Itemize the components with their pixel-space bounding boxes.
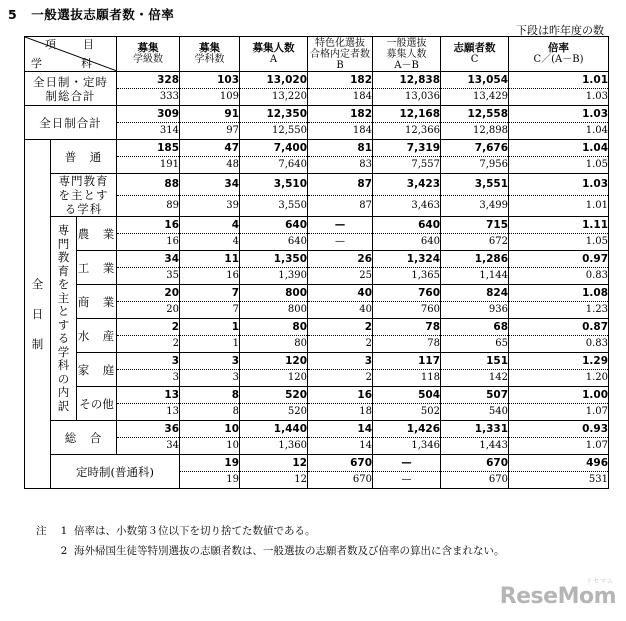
table-cell: 7,319 [373, 140, 441, 157]
table-cell: 12,898 [441, 123, 509, 140]
label-nogyo: 農 業 [77, 217, 117, 251]
table-cell: 80 [240, 319, 308, 336]
table-cell: 184 [308, 89, 373, 106]
table-cell: 13,036 [373, 89, 441, 106]
table-cell: 89 [117, 195, 180, 217]
applicants-table [24, 36, 609, 489]
table-cell: 1,350 [240, 251, 308, 268]
table-cell: 40 [308, 285, 373, 302]
table-cell: 40 [308, 302, 373, 319]
row-senmon [25, 174, 609, 196]
table-cell: 117 [373, 353, 441, 370]
table-cell: 1.03 [509, 89, 609, 106]
table-cell: 12,366 [373, 123, 441, 140]
table-cell: 34 [117, 438, 180, 455]
table-cell: 1.03 [509, 106, 609, 123]
label-suisan: 水 産 [77, 319, 117, 353]
table-cell: 0.83 [509, 336, 609, 353]
table-cell: 35 [117, 268, 180, 285]
row-teiji [25, 455, 609, 472]
table-cell: 12,168 [373, 106, 441, 123]
table-cell: 13 [117, 404, 180, 421]
table-cell: 34 [180, 174, 240, 196]
table-cell: 2 [117, 319, 180, 336]
table-cell: 3,423 [373, 174, 441, 196]
header-classes: 募集 学級数 [117, 37, 180, 72]
table-cell: 1.07 [509, 404, 609, 421]
table-cell: 191 [117, 157, 180, 174]
table-cell: 7,676 [441, 140, 509, 157]
table-cell: 3 [117, 370, 180, 387]
header-corner [25, 37, 117, 72]
table-cell: 936 [441, 302, 509, 319]
table-cell: 81 [308, 140, 373, 157]
header-ratio: 倍率 C／(A－B) [509, 37, 609, 72]
table-cell: 1,331 [441, 421, 509, 438]
table-cell: 1,286 [441, 251, 509, 268]
table-cell: 1 [180, 319, 240, 336]
row-kogyo [25, 251, 609, 268]
table-cell: 12,550 [240, 123, 308, 140]
table-cell: 87 [308, 195, 373, 217]
label-shogyo: 商 業 [77, 285, 117, 319]
table-cell: 520 [240, 387, 308, 404]
table-cell: 3,510 [240, 174, 308, 196]
table-cell: 13,054 [441, 72, 509, 89]
table-cell: 120 [240, 353, 308, 370]
table-cell: 182 [308, 72, 373, 89]
table-cell: 1.29 [509, 353, 609, 370]
table-cell: — [373, 455, 441, 472]
table-cell: 8 [180, 404, 240, 421]
resemom-logo: ReseMom リセマム [499, 578, 616, 609]
table-cell: 0.83 [509, 268, 609, 285]
table-cell: 2 [308, 370, 373, 387]
table-cell: 14 [308, 438, 373, 455]
table-cell: 0.87 [509, 319, 609, 336]
table-cell: 78 [373, 319, 441, 336]
table-cell: 4 [180, 217, 240, 234]
table-cell: 12 [240, 455, 308, 472]
table-cell: 11 [180, 251, 240, 268]
table-cell: 2 [308, 319, 373, 336]
table-cell: 109 [180, 89, 240, 106]
table-cell: 182 [308, 106, 373, 123]
table-cell: 0.93 [509, 421, 609, 438]
header-item: 項 目 [45, 38, 103, 51]
label-sonota: その他 [77, 387, 117, 421]
table-cell: 78 [373, 336, 441, 353]
table-cell: 68 [441, 319, 509, 336]
table-cell: 760 [373, 285, 441, 302]
table-cell: 314 [117, 123, 180, 140]
table-cell: 120 [240, 370, 308, 387]
table-cell: 80 [240, 336, 308, 353]
table-cell: 25 [308, 268, 373, 285]
table-cell: 65 [441, 336, 509, 353]
table-cell: 18 [308, 404, 373, 421]
table-cell: 3,499 [441, 195, 509, 217]
table-cell: 3,550 [240, 195, 308, 217]
table-cell: 3 [180, 370, 240, 387]
header-general-capacity: 一般選抜 募集人数 A－B [373, 37, 441, 72]
table-cell: 520 [240, 404, 308, 421]
header-depts: 募集 学科数 [180, 37, 240, 72]
table-cell: 2 [308, 336, 373, 353]
label-zen-total: 全日制合計 [25, 106, 117, 140]
footnote-1: 注 1 倍率は、小数第３位以下を切り捨てた数値である。 [36, 525, 316, 537]
table-cell: 19 [180, 455, 240, 472]
table-cell: 151 [441, 353, 509, 370]
table-cell: 1.03 [509, 174, 609, 196]
table-cell: 672 [441, 234, 509, 251]
table-cell: 540 [441, 404, 509, 421]
table-cell: 496 [509, 455, 609, 472]
table-cell: 1,390 [240, 268, 308, 285]
table-cell: 34 [117, 251, 180, 268]
table-cell: 3 [117, 353, 180, 370]
table-cell: 103 [180, 72, 240, 89]
table-cell: 670 [308, 455, 373, 472]
table-cell: 1.23 [509, 302, 609, 319]
table-cell: 1.08 [509, 285, 609, 302]
table-cell: 16 [180, 268, 240, 285]
table-cell: 2 [117, 336, 180, 353]
table-cell: 7,640 [240, 157, 308, 174]
table-cell: 640 [373, 217, 441, 234]
row-shogyo [25, 285, 609, 302]
table-cell: 4 [180, 234, 240, 251]
row-total [25, 72, 609, 89]
table-cell: 0.97 [509, 251, 609, 268]
table-cell: 1.20 [509, 370, 609, 387]
table-cell: 10 [180, 421, 240, 438]
table-cell: 13,429 [441, 89, 509, 106]
row-zen-total [25, 106, 609, 123]
row-sonota [25, 387, 609, 404]
table-cell: 8 [180, 387, 240, 404]
lower-row-note: 下段は昨年度の数 [516, 24, 604, 37]
row-suisan [25, 319, 609, 336]
table-cell: 328 [117, 72, 180, 89]
table-cell: 13 [117, 387, 180, 404]
table-cell: 10 [180, 438, 240, 455]
table-cell: 824 [441, 285, 509, 302]
page-title: 5 一般選抜志願者数・倍率 [8, 7, 175, 22]
label-kogyo: 工 業 [77, 251, 117, 285]
table-cell: 1,144 [441, 268, 509, 285]
table-cell: 1,365 [373, 268, 441, 285]
label-futsu: 普 通 [51, 140, 117, 174]
table-cell: 7,400 [240, 140, 308, 157]
table-cell: 97 [180, 123, 240, 140]
table-cell: 7,557 [373, 157, 441, 174]
table-cell: 670 [441, 472, 509, 489]
table-cell: 800 [240, 285, 308, 302]
table-cell: 309 [117, 106, 180, 123]
table-cell: 1,346 [373, 438, 441, 455]
table-cell: 3 [308, 353, 373, 370]
table-cell: 19 [180, 472, 240, 489]
row-nogyo [25, 217, 609, 234]
table-cell: 1 [180, 336, 240, 353]
label-sogo: 総 合 [51, 421, 117, 455]
table-cell: 507 [441, 387, 509, 404]
table-cell: 87 [308, 174, 373, 196]
table-cell: 20 [117, 302, 180, 319]
table-cell: 531 [509, 472, 609, 489]
table-cell: 1.01 [509, 195, 609, 217]
table-cell: 640 [373, 234, 441, 251]
table-cell: 185 [117, 140, 180, 157]
header-capacity: 募集人数 A [240, 37, 308, 72]
table-cell: 48 [180, 157, 240, 174]
table-cell: 16 [117, 234, 180, 251]
table-cell: 1,324 [373, 251, 441, 268]
table-cell: 333 [117, 89, 180, 106]
table-cell: 670 [308, 472, 373, 489]
table-cell: 1.05 [509, 157, 609, 174]
footnotes [36, 521, 505, 561]
label-teiji: 定時制(普通科) [51, 455, 180, 489]
table-cell: 1.00 [509, 387, 609, 404]
table-cell: 20 [117, 285, 180, 302]
label-total: 全日制・定時制総合計 [25, 72, 117, 106]
table-cell: 504 [373, 387, 441, 404]
table-cell: 670 [441, 455, 509, 472]
table-cell: 1.04 [509, 123, 609, 140]
table-cell: 7 [180, 302, 240, 319]
table-cell: 1,440 [240, 421, 308, 438]
header-applicants: 志願者数 C [441, 37, 509, 72]
table-cell: 13,220 [240, 89, 308, 106]
header-row [25, 37, 609, 72]
table-cell: 118 [373, 370, 441, 387]
table-cell: 3,551 [441, 174, 509, 196]
table-cell: — [308, 217, 373, 234]
table-cell: 1.05 [509, 234, 609, 251]
table-cell: 13,020 [240, 72, 308, 89]
table-cell: 39 [180, 195, 240, 217]
table-cell: 47 [180, 140, 240, 157]
table-cell: 12,558 [441, 106, 509, 123]
row-sogo [25, 421, 609, 438]
footnote-2: 2 海外帰国生徒等特別選抜の志願者数は、一般選抜の志願者数及び倍率の算出に含まれない。 [60, 545, 505, 557]
table-cell: 12 [240, 472, 308, 489]
table-cell: 83 [308, 157, 373, 174]
table-cell: 3 [180, 353, 240, 370]
table-cell: 715 [441, 217, 509, 234]
table-cell: 16 [117, 217, 180, 234]
row-katei [25, 353, 609, 370]
table-cell: 14 [308, 421, 373, 438]
table-cell: 142 [441, 370, 509, 387]
table-cell: 640 [240, 217, 308, 234]
table-cell: 7 [180, 285, 240, 302]
table-cell: 3,463 [373, 195, 441, 217]
table-cell: 1,443 [441, 438, 509, 455]
row-futsu [25, 140, 609, 157]
table-cell: 26 [308, 251, 373, 268]
table-cell: 7,956 [441, 157, 509, 174]
table-cell: 12,838 [373, 72, 441, 89]
logo-kana: リセマム [586, 578, 614, 585]
table-cell: 1,426 [373, 421, 441, 438]
table-cell: 184 [308, 123, 373, 140]
label-breakdown: 専門教育を主とする学科の内訳 [51, 217, 77, 421]
label-zen: 全日制 [25, 140, 51, 489]
table-cell: — [373, 472, 441, 489]
table-cell: 1.11 [509, 217, 609, 234]
label-senmon: 専門教育を主とする学科 [51, 174, 117, 217]
table-cell: 1.04 [509, 140, 609, 157]
label-katei: 家 庭 [77, 353, 117, 387]
table-cell: 36 [117, 421, 180, 438]
table-cell: 502 [373, 404, 441, 421]
header-special: 特色化選抜 合格内定者数 B [308, 37, 373, 72]
table-cell: 1.01 [509, 72, 609, 89]
table-cell: 800 [240, 302, 308, 319]
table-cell: 88 [117, 174, 180, 196]
table-cell: 91 [180, 106, 240, 123]
table-cell: 12,350 [240, 106, 308, 123]
table-cell: 640 [240, 234, 308, 251]
table-cell: 1.07 [509, 438, 609, 455]
table-cell: 16 [308, 387, 373, 404]
table-cell: — [308, 234, 373, 251]
table-cell: 760 [373, 302, 441, 319]
table-cell: 1,360 [240, 438, 308, 455]
header-dept: 学 科 [31, 57, 106, 70]
